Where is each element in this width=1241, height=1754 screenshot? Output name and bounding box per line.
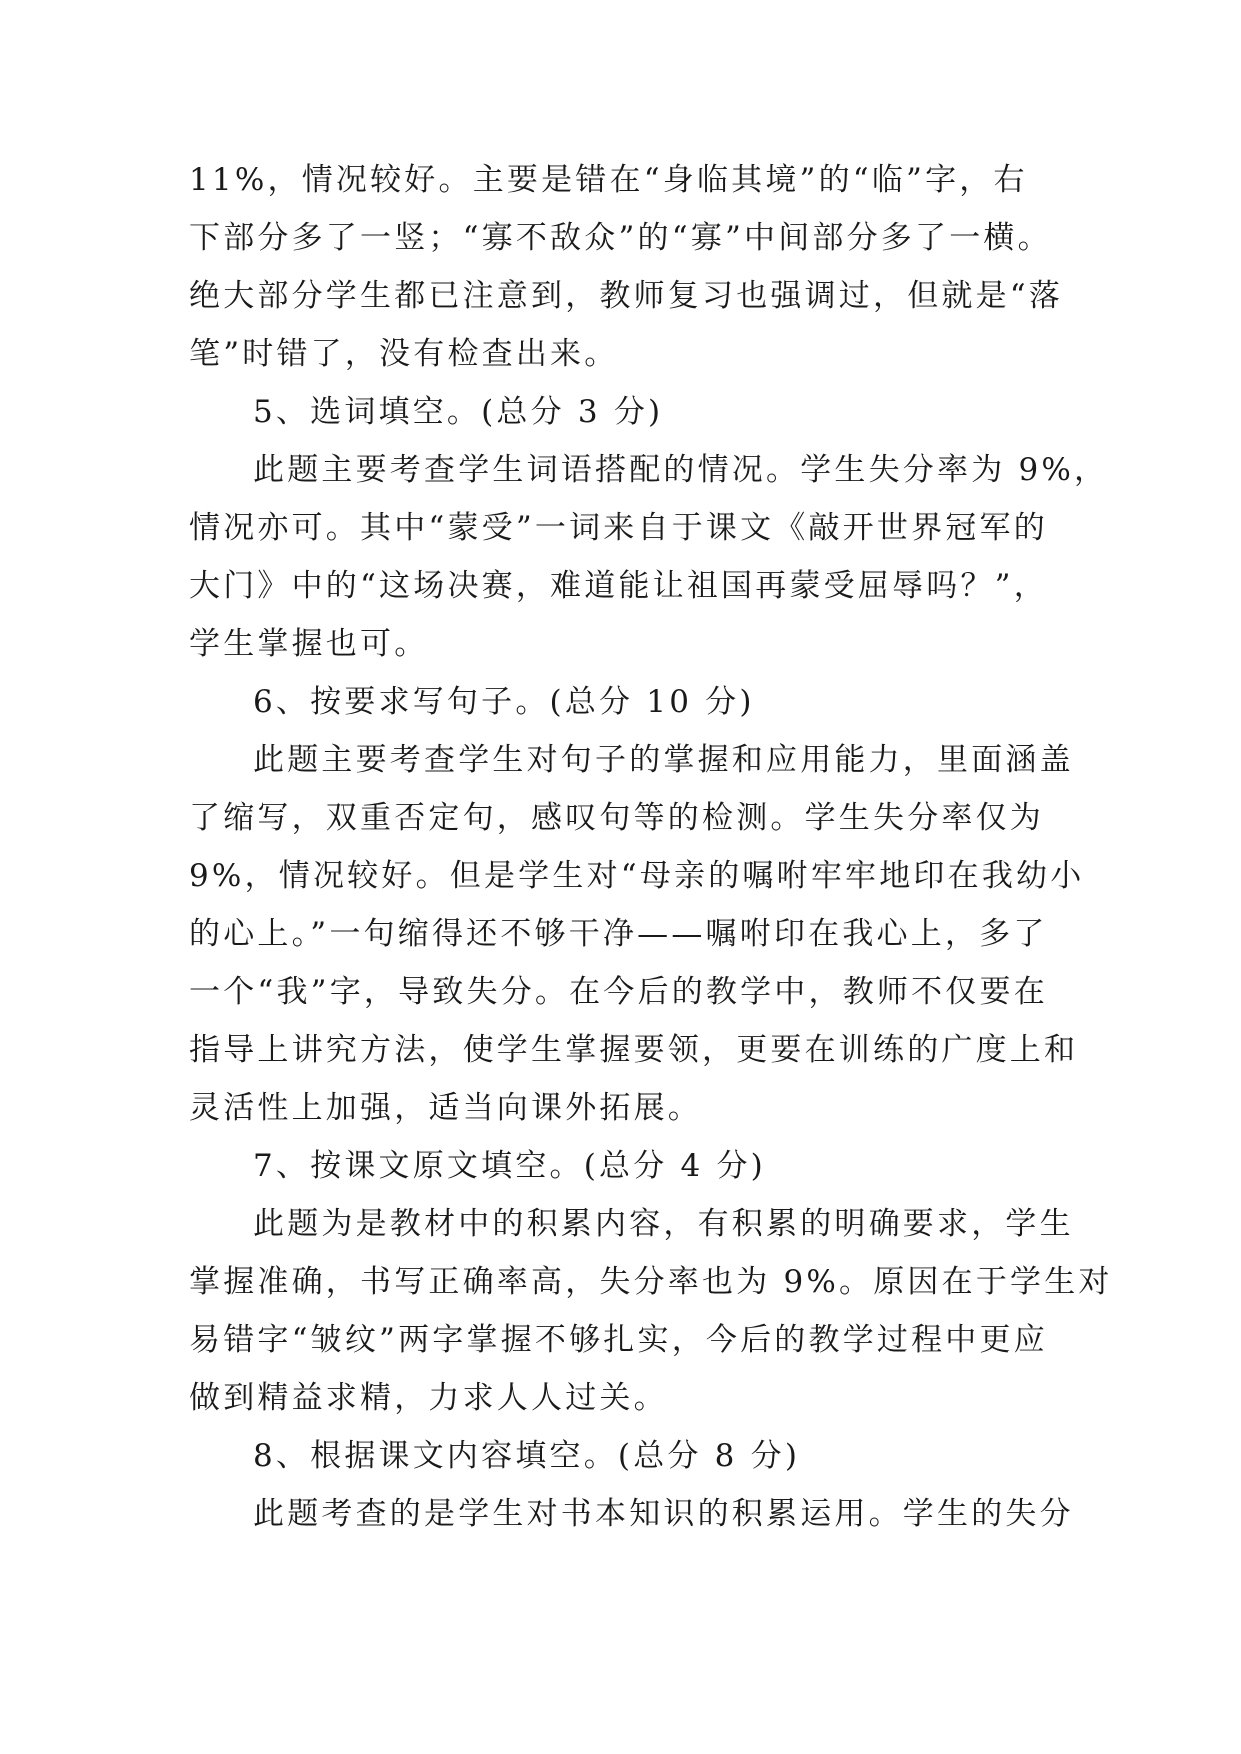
body-text-line: 笔”时错了，没有检查出来。 xyxy=(189,336,619,372)
body-text-line: 的心上。”一句缩得还不够干净——嘱咐印在我心上，多了 xyxy=(189,916,1048,952)
body-text-line: 9%，情况较好。但是学生对“母亲的嘱咐牢牢地印在我幼小 xyxy=(189,858,1085,894)
body-text-line: 了缩写，双重否定句，感叹句等的检测。学生失分率仅为 xyxy=(189,800,1044,836)
body-text-line: 一个“我”字，导致失分。在今后的教学中，教师不仅要在 xyxy=(189,974,1048,1010)
paragraph-first-line: 此题考查的是学生对书本知识的积累运用。学生的失分 xyxy=(253,1496,1074,1532)
body-text-line: 学生掌握也可。 xyxy=(189,626,429,662)
body-text-line: 情况亦可。其中“蒙受”一词来自于课文《敲开世界冠军的 xyxy=(189,510,1048,546)
body-text-line: 11%，情况较好。主要是错在“身临其境”的“临”字，右 xyxy=(189,162,1028,198)
body-text-line: 大门》中的“这场决赛，难道能让祖国再蒙受屈辱吗？”， xyxy=(189,568,1048,604)
body-text-line: 指导上讲究方法，使学生掌握要领，更要在训练的广度上和 xyxy=(189,1032,1079,1068)
paragraph-first-line: 此题为是教材中的积累内容，有积累的明确要求，学生 xyxy=(253,1206,1074,1242)
paragraph-first-line: 此题主要考查学生词语搭配的情况。学生失分率为 9%， xyxy=(253,452,1109,488)
section-heading: 6、按要求写句子。(总分 10 分) xyxy=(253,684,755,720)
body-text-line: 易错字“皱纹”两字掌握不够扎实，今后的教学过程中更应 xyxy=(189,1322,1048,1358)
body-text-line: 绝大部分学生都已注意到，教师复习也强调过，但就是“落 xyxy=(189,278,1064,314)
body-text-line: 做到精益求精，力求人人过关。 xyxy=(189,1380,668,1416)
section-heading: 7、按课文原文填空。(总分 4 分) xyxy=(253,1148,766,1184)
paragraph-first-line: 此题主要考查学生对句子的掌握和应用能力，里面涵盖 xyxy=(253,742,1074,778)
section-heading: 8、根据课文内容填空。(总分 8 分) xyxy=(253,1438,801,1474)
body-text-line: 下部分多了一竖；“寡不敌众”的“寡”中间部分多了一横。 xyxy=(189,220,1052,256)
body-text-line: 掌握准确，书写正确率高，失分率也为 9%。原因在于学生对 xyxy=(189,1264,1113,1300)
section-heading: 5、选词填空。(总分 3 分) xyxy=(253,394,664,430)
body-text-line: 灵活性上加强，适当向课外拓展。 xyxy=(189,1090,702,1126)
